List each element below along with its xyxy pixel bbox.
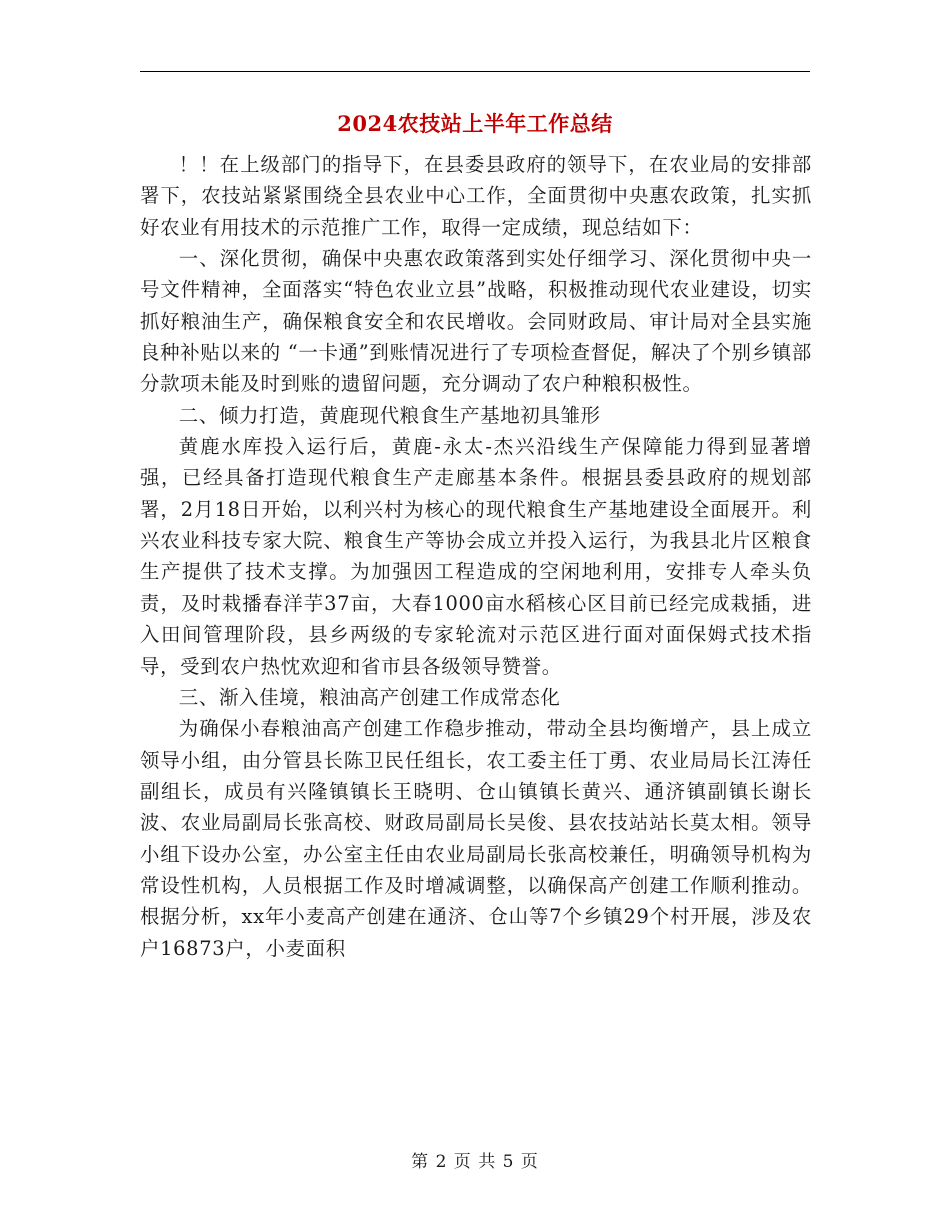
header-rule xyxy=(140,71,810,72)
page-number-footer: 第 2 页 共 5 页 xyxy=(411,1152,539,1172)
paragraph-intro: ！！在上级部门的指导下，在县委县政府的领导下，在农业局的安排部署下，农技站紧紧围绕全县农业中心工作，全面贯彻中央惠农政策，扎实抓好农业有用技术的示范推广工作，取得一定成绩，现总结如下： xyxy=(140,153,812,239)
paragraph-section-1: 一、深化贯彻，确保中央惠农政策落到实处仔细学习、深化贯彻中央一号文件精神，全面落实“特色农业立县”战略，积极推动现代农业建设，切实抓好粮油生产，确保粮食安全和农民增收。会同财政局、审计局对全县实施良种补贴以来的 “一卡通”到账情况进行了专项检查督促，解决了个别乡镇部分款项未能及时到账的遗留问题，充分调动了农户种粮积极性。 xyxy=(140,247,812,396)
section-heading-3: 三、渐入佳境，粮油高产创建工作成常态化 xyxy=(178,685,561,709)
document-body xyxy=(140,149,812,964)
section-heading-2: 二、倾力打造，黄鹿现代粮食生产基地初具雏形 xyxy=(178,403,601,427)
document-title: 2024农技站上半年工作总结 xyxy=(337,111,613,136)
paragraph-section-3: 为确保小春粮油高产创建工作稳步推动，带动全县均衡增产，县上成立领导小组，由分管县长陈卫民任组长，农工委主任丁勇、农业局局长江涛任副组长，成员有兴隆镇镇长王晓明、仓山镇镇长黄兴、通济镇副镇长谢长波、农业局副局长张高校、财政局副局长吴俊、县农技站站长莫太相。领导小组下设办公室，办公室主任由农业局副局长张高校兼任，明确领导机构为常设性机构，人员根据工作及时增减调整，以确保高产创建工作顺利推动。根据分析，xx年小麦高产创建在通济、仓山等7个乡镇29个村开展，涉及农户16873户，小麦面积 xyxy=(140,717,812,960)
paragraph-section-2: 黄鹿水库投入运行后，黄鹿-永太-杰兴沿线生产保障能力得到显著增强，已经具备打造现代粮食生产走廊基本条件。根据县委县政府的规划部署，2月18日开始，以利兴村为核心的现代粮食生产基地建设全面展开。利兴农业科技专家大院、粮食生产等协会成立并投入运行，为我县北片区粮食生产提供了技术支撑。为加强因工程造成的空闲地利用，安排专人牵头负责，及时栽播春洋芋37亩，大春1000亩水稻核心区目前已经完成栽插，进入田间管理阶段，县乡两级的专家轮流对示范区进行面对面保姆式技术指导，受到农户热忱欢迎和省市县各级领导赞誉。 xyxy=(140,435,812,678)
